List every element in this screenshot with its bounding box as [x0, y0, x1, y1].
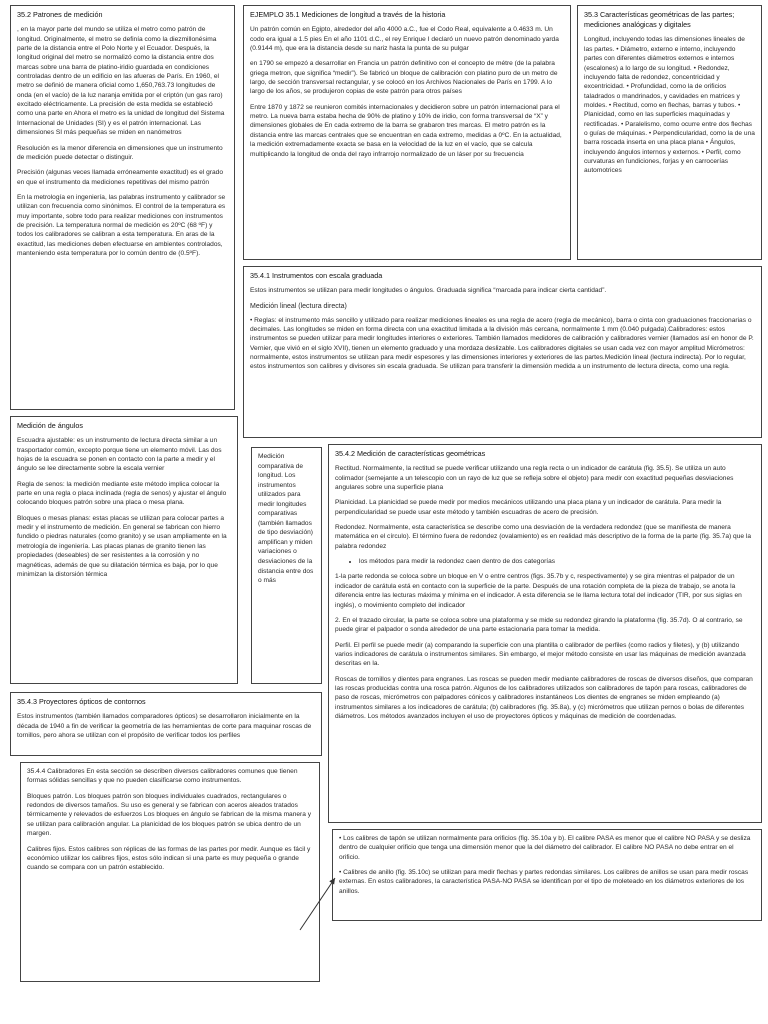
medicion-lineal-heading: Medición lineal (lectura directa) [250, 302, 347, 310]
section-35-4-2-title: 35.4.2 Medición de características geométricas [335, 449, 486, 458]
rectitud-paragraph: Rectitud. Normalmente, la rectitud se puede verificar utilizando una regla recta o un indicador de carátula (fig. 35.5). Se utiliza un auto colimador (semejante a un telescopio con un rayo de luz que se refleja sobre el objeto) para medir con exactitud pequeñas desviaciones angulares sobre una superficie plana [335, 465, 734, 491]
egipto-paragraph: Un patrón común en Egipto, alrededor del año 4000 a.C., fue el Codo Real, equivalente a 0.4633 m. Un codo era igual a 1.5 pies En el año 1101 d.C., el rey Enrique I declaró un nuevo patrón denominado yarda (0.9144 m), que era la distancia desde su nariz hasta la punta de su pulgar [250, 26, 559, 52]
caracteristicas-list-paragraph: Longitud, incluyendo todas las dimensiones lineales de las partes. • Diámetro, externo e interno, incluyendo partes con diferentes diámetros externos e internos (escalones) a lo largo de su longitud. • Redondez, incluyendo falta de redondez, concentricidad y excentricidad. • Profundidad, como la de orificios taladrados o mandrinados, y cavidades en matrices y moldes. • Rectitud, como en flechas, barras y tubos. • Planicidad, como en las superficies maquinadas y rectificadas. • Paralelismo, como ocurre entre dos flechas o guías de máquinas. • Perpendicularidad, como la de una barra roscada inserta en una placa plana • Ángulos, incluyendo ángulos internos y externos. • Perfil, como curvaturas en fundiciones, forjas y en carrocerías automotrices [584, 36, 755, 175]
calibres-anillo-paragraph: • Calibres de anillo (fig. 35.10c) se utilizan para medir flechas y partes redondas similares. Los calibres de anillos se usan para medir roscas externas. En estos calibradores, la característica PASA-NO PASA se identifican por el tipo de moleteado en los diámetros exteriores de los anillos. [339, 869, 749, 895]
redondez-bullet: • los métodos para medir la redondez caen dentro de dos categorías [359, 557, 755, 566]
calibres-fijos-paragraph: Calibres fijos. Estos calibres son réplicas de las formas de las partes por medir. Aunque es fácil y económico utilizar los calibres fijos, estos sólo indican si una parte es muy pequeña o grande cuando se compara con un patrón establecido. [27, 845, 311, 872]
trazado-circular-paragraph: 2. En el trazado circular, la parte se coloca sobre una plataforma y se mide su redondez girando la plataforma (fig. 35.7d). O al contrario, se puede girar el palpador o sonda alrededor de una parte estacionaria para tomar la medida. [335, 616, 743, 634]
section-35-4-3-title: 35.4.3 Proyectores ópticos de contornos [17, 697, 146, 706]
regla-senos-paragraph: Regla de senos: la medición mediante este método implica colocar la parte en una regla o placa inclinada (regla de senos) y ajustar el ángulo colocando bloques patrón sobre una placa o mesa plana. [17, 480, 227, 507]
section-35-3-box [577, 5, 762, 260]
resolucion-paragraph: Resolución es la menor diferencia en dimensiones que un instrumento de medición puede detectar o distinguir. [17, 144, 223, 161]
section-35-4-2-box [328, 444, 762, 823]
reglas-paragraph: • Reglas: el instrumento más sencillo y utilizado para realizar mediciones lineales es una regla de acero (regla de mecánico), barra o cinta con graduaciones fraccionarias o decimales. Las longitudes se miden en forma directa con una exactitud limitada a la división más cercana, normalmente 1 mm (0.040 pulgada).Calibradores: estos instrumentos se pueden utilizar para medir longitudes interiores o exteriores. También llamados medidores de calibración y calibradores vernier (llamados así en honor de P. Vernier, que vivió en el siglo XVII), tienen un elemento graduado y una mordaza deslizable. Los calibradores digitales se usan cada vez con mayor amplitud Micrómetros: normalmente, estos instrumentos se utilizan para medir espesores y las dimensiones interiores y exteriores de las partes.Medición lineal (lectura indirecta). Por lo regular, estos instrumentos son calibres y divisores sin escala graduada. Se utilizan para transferir la dimensión medida a un instrumento de lectura directa, como una regla. [250, 316, 754, 371]
medicion-angulos-title: Medición de ángulos [17, 421, 83, 430]
bloque-v-paragraph: 1-la parte redonda se coloca sobre un bloque en V o entre centros (figs. 35.7b y c, respectivamente) y se gira mientras el palpador de un indicador de carátula está en contacto con la superficie de la parte. Después de una rotación completa de la pieza de trabajo, se anota la diferencia entre las lecturas máxima y mínima en el indicador. A esta diferencia se le llama lectura total del indicador (TIR, por sus siglas en inglés), o movimiento completo del indicador [335, 573, 742, 609]
section-35-4-3-box [10, 692, 322, 756]
planicidad-paragraph: Planicidad. La planicidad se puede medir por medios mecánicos utilizando una placa plana y un indicador de carátula. Para medir la perpendicularidad se puede usar este método y también escuadras de acero de precisión. [335, 499, 722, 516]
medicion-comparativa-box [251, 447, 322, 684]
redondez-paragraph: Redondez. Normalmente, esta característica se describe como una desviación de la verdadera redondez (que se manifiesta de manera matemática en el círculo). El término fuera de redondez (ovalamiento) es en realidad más descriptivo de la forma de la parte (fig. 35.7a) que la palabra redondez [335, 524, 751, 550]
redondez-bullet-list [335, 557, 755, 566]
section-35-4-1-title: 35.4.1 Instrumentos con escala graduada [250, 271, 383, 280]
calibradores-intro-paragraph: 35.4.4 Calibradores En esta sección se describen diversos calibradores comunes que tienen formas sólidas sencillas y que no pueden clasificarse como instrumentos. [27, 768, 298, 785]
bloques-patron-paragraph: Bloques patrón. Los bloques patrón son bloques individuales cuadrados, rectangulares o redondos de diversos tamaños. Su uso es general y se fabrican con aceros aleados tratados térmicamente y relevados de esfuerzos Los bloques en ángulo se fabrican de la misma manera y se utilizan para calibración angular. La planicidad de los bloques patrón se ubica dentro de un margen. [27, 792, 312, 838]
temperatura-paragraph: En la metrología en ingeniería, las palabras instrumento y calibrador se utilizan con frecuencia como sinónimos. El control de la temperatura es muy importante, sobre todo para realizar mediciones con instrumentos de precisión. La temperatura normal de medición es 20ºC (68 ºF) y todos los calibradores se calibran a esta temperatura. En aras de la exactitud, las mediciones deben efectuarse en ambientes controlados, manteniendo esta temperatura por lo común dentro de (0.5ºF). [17, 193, 226, 258]
section-35-3-title: 35.3 Características geométricas de las partes; mediciones analógicas y digitales [584, 10, 735, 30]
patron-internacional-paragraph: Entre 1870 y 1872 se reunieron comités internacionales y decidieron sobre un patrón internacional para el metro. La nueva barra estaba hecha de 90% de platino y 10% de iridio, con forma transversal de “X” y dimensiones globales de En cada extremo de la barra se grabaron tres marcas. El metro patrón es la distancia entre las marcas centrales que se encuentran en cada extremo, medidas a 0ºC. En la actualidad, la medición extremadamente exacta se basa en la velocidad de la luz en el vacío, que se calcula multiplicando la longitud de onda del rayo infrarrojo normalizado de un láser por su frecuencia [250, 103, 562, 158]
francia-paragraph: en 1790 se empezó a desarrollar en Francia un patrón definitivo con el concepto de métre (de la palabra griega metron, que significa “medir”). Se fabricó un bloque de calibración con platino puro de un metro de largo, de sección transversal rectangular, y se colocó en los Archivos Nacionales de París en 1799. A lo largo de los años, se produjeron copias de este patrón para otros países [250, 60, 558, 96]
section-35-4-1-box [243, 266, 762, 438]
section-35-4-4-box [20, 762, 320, 982]
precision-paragraph: Precisión (algunas veces llamada erróneamente exactitud) es el grado en que el instrumento da mediciones repetitivas del mismo patrón [17, 169, 223, 186]
calibres-tapon-box [332, 829, 762, 921]
proyectores-paragraph: Estos instrumentos (también llamados comparadores ópticos) se desarrollaron inicialmente en la década de 1940 a fin de verificar la geometría de las herramientas de corte para maquinar roscas de tornillos, pero ahora se utilizan con el propósito de verificar todos los perfiles [17, 713, 312, 739]
graduada-intro: Estos instrumentos se utilizan para medir longitudes o ángulos. Graduada significa “marcada para indicar cierta cantidad”. [250, 287, 607, 295]
example-35-1-box [243, 5, 571, 260]
roscas-paragraph: Roscas de tornillos y dientes para engranes. Las roscas se pueden medir mediante calibradores de roscas de diversos diseños, que comparan las roscas producidas contra una rosca patrón. Algunos de los calibradores utilizados son calibradores de tapón para roscas, calibradores de paso de roscas, micrómetros con palpadores cónicos y calibradores instantáneos Los dientes de engranes se miden empleando (a) instrumentos similares a los indicadores de carátula; (b) calibradores (fig. 35.8a), y (c) micrómetros que utilizan pernos o bolas de diferentes diámetros. Los métodos avanzados incluyen el uso de proyectores ópticos y máquinas de medición de coordenadas. [335, 675, 753, 721]
escuadra-paragraph: Escuadra ajustable: es un instrumento de lectura directa similar a un trasportador común, excepto porque tiene un elemento móvil. Las dos hojas de la escuadra se ponen en contacto con la parte a medir y el ángulo se lee directamente sobre la escala vernier [17, 437, 222, 473]
mesas-planas-paragraph: Bloques o mesas planas: estas placas se utilizan para colocar partes a medir y el instrumento de medición. En general se fabrican con hierro fundido o piedras naturales (como granito) y se usan ampliamente en la metrología de ingeniería. Las placas planas de granito tienen las propiedades (deseables) de ser resistentes a la corrosión y no magnéticas, además de que su dilatación térmica es baja, por lo que minimizan la distorsión térmica [17, 514, 227, 578]
metro-paragraph: , en la mayor parte del mundo se utiliza el metro como patrón de longitud. Originalmente, el metro se definía como la diezmillonésima parte de la distancia entre el Polo Norte y el Ecuador. Después, la longitud original del metro se normalizó como la distancia entre dos marcas sobre una barra de platino-iridio guardada en condiciones controladas dentro de un edificio en las afueras de París. En 1960, el metro se definió de manera oficial como 1,650,763.73 longitudes de onda (en el vacío) de la luz naranja emitida por el criptón (un gas raro) excitado eléctricamente. La precisión de esta medida se estableció como una parte en Ahora el metro es la unidad de longitud del Sistema Internacional de Unidades (SI) y es el patrón internacional. Las dimensiones SI más pequeñas se miden en nanómetros [17, 26, 225, 137]
perfil-paragraph: Perfil. El perfil se puede medir (a) comparando la superficie con una plantilla o calibrador de perfiles (como radios y filetes), y (b) utilizando varios indicadores de carátula o instrumentos similares. Sin embargo, el mejor método consiste en usar las máquinas de medición avanzada descritas en la. [335, 641, 746, 668]
medicion-angulos-box [10, 416, 238, 684]
example-35-1-title: EJEMPLO 35.1 Mediciones de longitud a través de la historia [250, 10, 446, 19]
section-35-2-title: 35.2 Patrones de medición [17, 10, 103, 19]
medicion-comparativa-text: Medición comparativa de longitud. Los instrumentos utilizados para medir longitudes comparativas (también llamados de tipo desviación) amplifican y miden variaciones o desviaciones de la distancia entre dos o más [258, 453, 314, 585]
calibres-tapon-paragraph: • Los calibres de tapón se utilizan normalmente para orificios (fig. 35.10a y b). El calibre PASA es menor que el calibre NO PASA y se desliza dentro de cualquier orificio que tenga una dimensión menor que la del diámetro del calibrador. El calibre NO PASA no debe entrar en el orificio. [339, 835, 751, 861]
section-35-2-box [10, 5, 235, 410]
